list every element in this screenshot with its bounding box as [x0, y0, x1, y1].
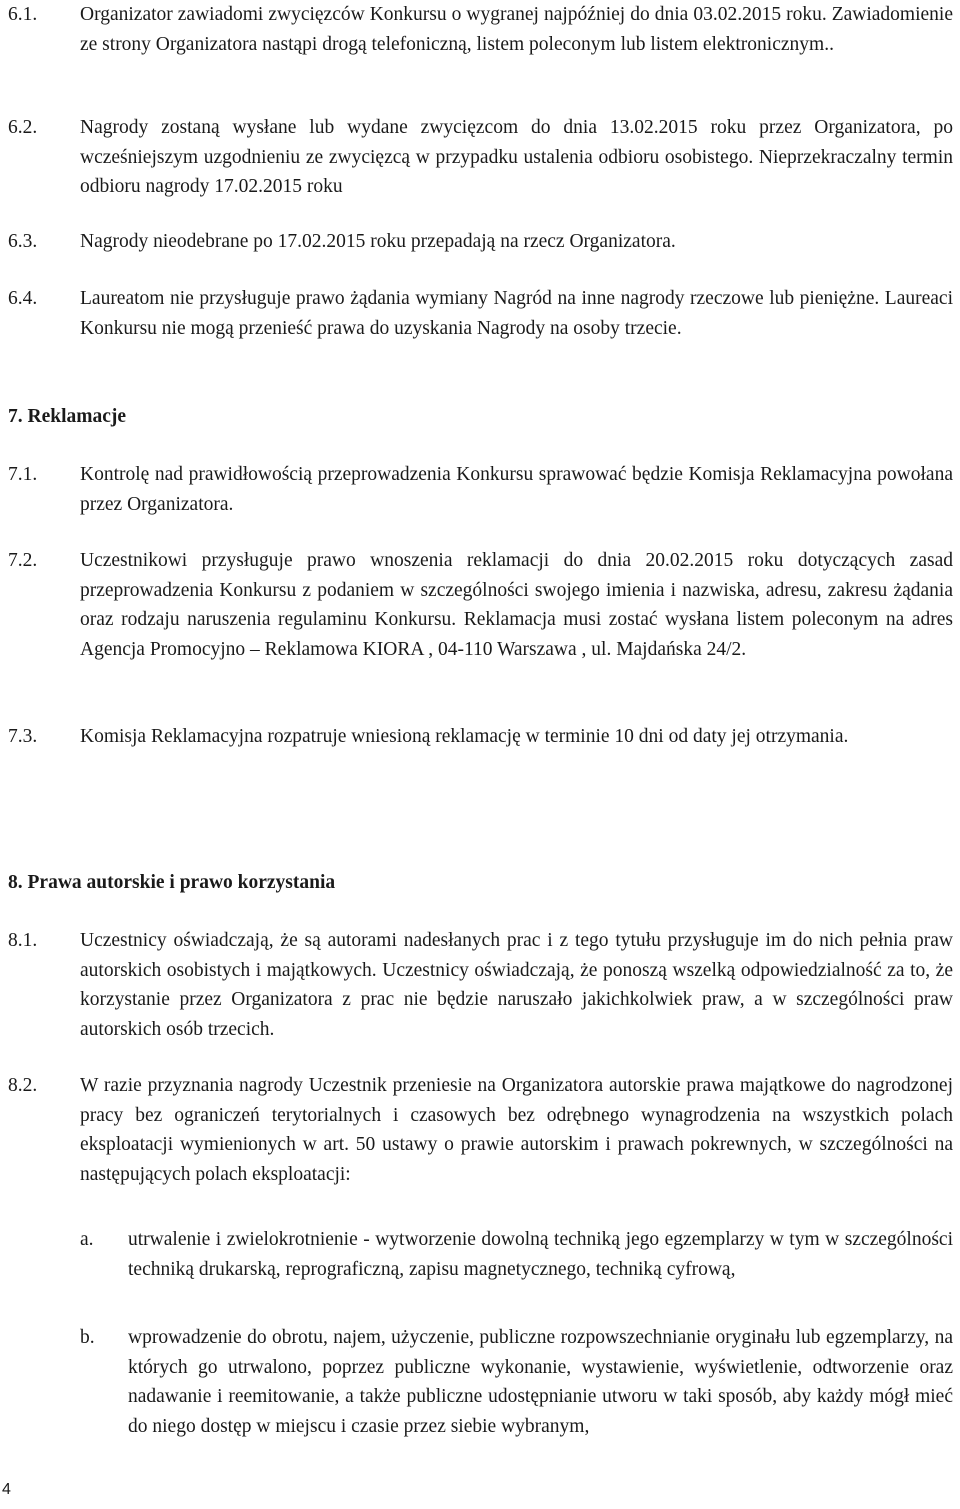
paragraph-number: 6.1. [8, 4, 38, 25]
list-item-text: utrwalenie i zwielokrotnienie - wytworzenie dowolną techniką jego egzemplarzy w tym w szczególności techniką drukarską, reprograficzną, zapisu magnetycznego, techniką cyfrową, [128, 1229, 953, 1280]
paragraph-6-4 [8, 284, 953, 343]
paragraph-7-1 [8, 460, 953, 519]
paragraph-number: 6.2. [8, 117, 38, 138]
paragraph-8-1 [8, 926, 953, 1044]
list-item-a [80, 1225, 953, 1284]
paragraph-6-1 [8, 0, 953, 59]
paragraph-text: Uczestnicy oświadczają, że są autorami nadesłanych prac i z tego tytułu przysługuje im do nich pełnia praw autorskich osobistych i majątkowych. Uczestnicy oświadczają, że ponoszą wszelką odpowiedzialność za to, że korzystanie przez Organizatora z prac nie będzie naruszało jakichkolwiek praw, a w szczególności praw autorskich osób trzecich. [80, 930, 953, 1040]
paragraph-text: Nagrody nieodebrane po 17.02.2015 roku przepadają na rzecz Organizatora. [80, 231, 676, 252]
list-item-text: wprowadzenie do obrotu, najem, użyczenie, publiczne rozpowszechnianie oryginału lub egzemplarzy, na których go utrwalono, poprzez publiczne wykonanie, wystawienie, wyświetlenie, odtworzenie oraz nadawanie i reemitowanie, a także publiczne udostępnianie utworu w taki sposób, aby każdy mógł mieć do niego dostęp w miejscu i czasie przez siebie wybranym, [128, 1327, 953, 1437]
paragraph-number: 7.3. [8, 726, 38, 747]
paragraph-8-2 [8, 1071, 953, 1189]
paragraph-text: Laureatom nie przysługuje prawo żądania wymiany Nagród na inne nagrody rzeczowe lub pieniężne. Laureaci Konkursu nie mogą przenieść prawa do uzyskania Nagrody na osoby trzecie. [80, 288, 953, 339]
paragraph-6-3 [8, 227, 953, 257]
paragraph-7-3 [8, 722, 953, 752]
paragraph-number: 8.1. [8, 930, 38, 951]
paragraph-number: 6.4. [8, 288, 38, 309]
paragraph-number: 8.2. [8, 1075, 38, 1096]
paragraph-text: Komisja Reklamacyjna rozpatruje wniesioną reklamację w terminie 10 dni od daty jej otrzymania. [80, 726, 849, 747]
list-item-letter: b. [80, 1327, 95, 1348]
page-number: 4 [2, 1481, 11, 1498]
paragraph-number: 7.1. [8, 464, 38, 485]
section-heading-reklamacje: 7. Reklamacje [8, 406, 127, 427]
section-heading-prawa-autorskie: 8. Prawa autorskie i prawo korzystania [8, 872, 336, 893]
paragraph-number: 6.3. [8, 231, 38, 252]
list-item-b [80, 1323, 953, 1441]
paragraph-number: 7.2. [8, 550, 38, 571]
paragraph-6-2 [8, 113, 953, 202]
paragraph-text: Nagrody zostaną wysłane lub wydane zwycięzcom do dnia 13.02.2015 roku przez Organizatora, po wcześniejszym uzgodnieniu ze zwycięzcą w przypadku ustalenia odbioru osobistego. Nieprzekraczalny termin odbioru nagrody 17.02.2015 roku [80, 117, 953, 197]
paragraph-text: Uczestnikowi przysługuje prawo wnoszenia reklamacji do dnia 20.02.2015 roku dotyczących zasad przeprowadzenia Konkursu z podaniem w szczególności swojego imienia i nazwiska, adresu, zakresu żądania oraz rodzaju naruszenia regulaminu Konkursu. Reklamacja musi zostać wysłana listem poleconym na adres Agencja Promocyjno – Reklamowa KIORA , 04-110 Warszawa , ul. Majdańska 24/2. [80, 550, 953, 660]
paragraph-text: Kontrolę nad prawidłowością przeprowadzenia Konkursu sprawować będzie Komisja Reklamacyjna powołana przez Organizatora. [80, 464, 953, 515]
paragraph-text: W razie przyznania nagrody Uczestnik przeniesie na Organizatora autorskie prawa majątkowe do nagrodzonej pracy bez ograniczeń terytorialnych i czasowych bez odrębnego wynagrodzenia na wszystkich polach eksploatacji wymienionych w art. 50 ustawy o prawie autorskim i prawach pokrewnych, w szczególności na następujących polach eksploatacji: [80, 1075, 953, 1185]
paragraph-text: Organizator zawiadomi zwycięzców Konkursu o wygranej najpóźniej do dnia 03.02.2015 roku. Zawiadomienie ze strony Organizatora nastąpi drogą telefoniczną, listem poleconym lub listem elektronicznym.. [80, 4, 953, 55]
list-item-letter: a. [80, 1229, 94, 1250]
paragraph-7-2 [8, 546, 953, 664]
